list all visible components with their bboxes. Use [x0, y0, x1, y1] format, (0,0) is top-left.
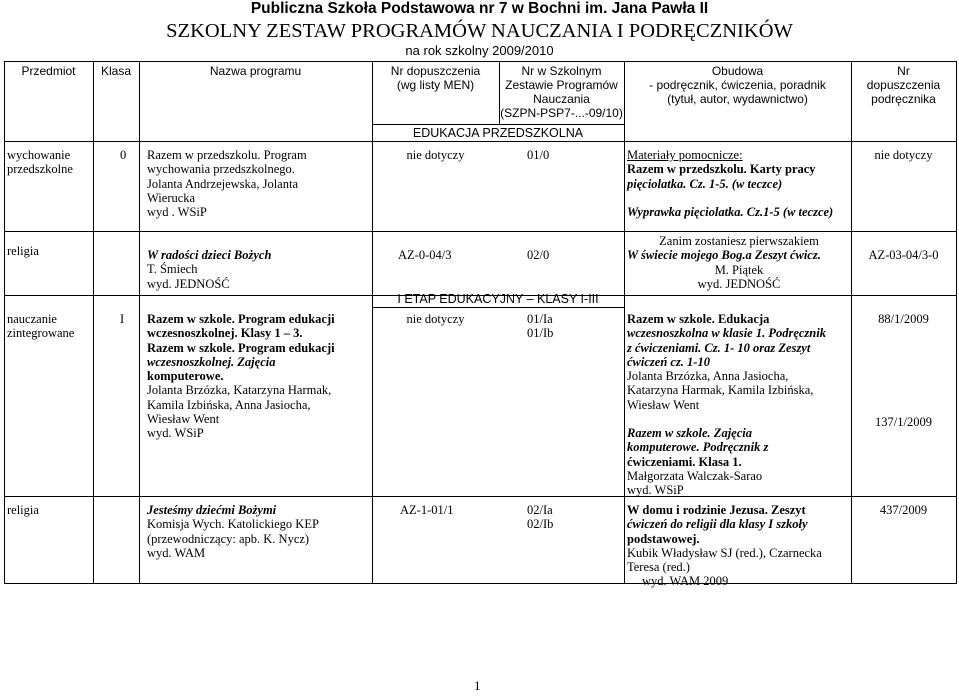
row2-subject: religia [7, 244, 39, 258]
header-line: (wg listy MEN) [396, 78, 475, 92]
row3-program [147, 312, 335, 441]
school-year: na rok szkolny 2009/2010 [405, 43, 554, 58]
cell-line: W radości dzieci Bożych [147, 248, 272, 262]
cell-line: Małgorzata Walczak-Sarao [627, 468, 763, 483]
cell-line: W domu i rodzinie Jezusa. Zeszyt [627, 503, 806, 517]
cell-line: M. Piątek [714, 262, 764, 277]
cell-line: Razem w szkole. Program edukacji [147, 340, 335, 355]
header-cover [624, 64, 851, 106]
cell-line: W świecie mojego Bog.a Zeszyt ćwicz. [627, 248, 821, 263]
cell-line: wyd. WAM [147, 545, 206, 560]
header-book-number [851, 64, 956, 106]
cell-line: przedszkolne [7, 162, 73, 177]
cell-line: Razem w szkole. Program edukacji [147, 312, 335, 326]
section-preschool: EDUKACJA PRZEDSZKOLNA [412, 126, 584, 140]
row1-class: 0 [120, 148, 127, 162]
cell-line: Teresa (red.) [627, 560, 690, 575]
cell-line: wychowania przedszkolnego. [147, 162, 295, 177]
row3-school-number [527, 312, 553, 341]
row4-cover [627, 503, 822, 589]
header-school-number [499, 64, 624, 120]
section-stage1: I ETAP EDUKACYJNY – KLASY I-III [397, 292, 599, 306]
row2-men: AZ-0-04/3 [398, 248, 452, 262]
cell-line: wyd. JEDNOŚĆ [697, 276, 781, 291]
cell-line: Jolanta Brzózka, Katarzyna Harmak, [147, 383, 332, 398]
header-line: Nr [897, 64, 910, 78]
row3-cover [627, 312, 826, 498]
header-bottom-border [4, 141, 957, 142]
table-top-border [4, 61, 957, 62]
row4-program [147, 503, 319, 560]
row4-men: AZ-1-01/1 [400, 503, 454, 517]
row1-school-number: 01/0 [527, 148, 550, 162]
header-line: (tytuł, autor, wydawnictwo) [667, 92, 808, 106]
cell-line: ćwiczeń do religii dla klasy I szkoły [627, 517, 808, 532]
cell-line: Jesteśmy dziećmi Bożymi [147, 503, 277, 517]
cell-line: T. Śmiech [147, 262, 198, 277]
row2-cover [627, 234, 851, 291]
cell-line: Razem w przedszkolu. Program [147, 148, 307, 162]
cell-line: Wiesław Went [147, 412, 220, 427]
row2-book: AZ-03-04/3-0 [868, 248, 939, 262]
cell-line: wyd. JEDNOŚĆ [147, 276, 230, 291]
cell-line: 01/Ib [527, 326, 554, 341]
cell-line: wyd. WAM 2009 [642, 574, 729, 589]
cell-line: Razem w przedszkolu. Karty pracy [627, 162, 816, 177]
cell-line: Komisja Wych. Katolickiego KEP [147, 517, 319, 532]
row2-school-number: 02/0 [527, 248, 550, 262]
header-subject: Przedmiot [21, 64, 76, 78]
cell-line: Razem w szkole. Edukacja [627, 312, 770, 326]
row-divider [4, 231, 957, 232]
header-line: Nauczania [533, 92, 590, 106]
cell-line: pięciolatka. Cz. 1-5. (w teczce) [627, 176, 783, 191]
row3-book-2: 137/1/2009 [875, 415, 932, 429]
row1-book: nie dotyczy [874, 148, 933, 162]
column-divider [93, 61, 94, 584]
header-men-number [372, 64, 499, 92]
section-divider [372, 307, 624, 308]
row3-subject [7, 312, 74, 341]
row4-subject: religia [7, 503, 39, 517]
header-line: Obudowa [711, 64, 764, 78]
cell-line: zintegrowane [7, 326, 75, 341]
row3-men: nie dotyczy [406, 312, 465, 326]
table-right-border [956, 61, 957, 584]
cell-line: Wyprawka pięciolatka. Cz.1-5 (w teczce) [627, 204, 834, 219]
cell-line: Kubik Władysław SJ (red.), Czarnecka [627, 545, 822, 560]
row4-school-number [527, 503, 553, 532]
cell-line: 02/Ib [527, 517, 554, 532]
cell-line: wczesnoszkolnej. Zajęcia [147, 354, 276, 369]
cell-line: Katarzyna Harmak, Kamila Izbińska, [627, 383, 814, 398]
header-line: Zestawie Programów [505, 78, 618, 92]
row1-cover [627, 148, 833, 219]
header-class: Klasa [100, 64, 132, 78]
cell-line: komputerowe. [147, 369, 224, 384]
header-program: Nazwa programu [209, 64, 302, 78]
cell-line: wczesnoszkolnej. Klasy 1 – 3. [147, 326, 303, 341]
row1-program [147, 148, 307, 219]
header-line: Nr dopuszczenia [390, 64, 481, 78]
column-divider [139, 61, 140, 584]
cell-line: wyd. WSiP [627, 483, 684, 498]
column-divider [624, 61, 625, 584]
cell-line: Wiesław Went [627, 397, 700, 412]
header-line: (SZPN-PSP7-...-09/10) [500, 106, 623, 120]
cell-line: wyd . WSiP [147, 205, 207, 220]
cell-line: Jolanta Andrzejewska, Jolanta [147, 176, 298, 191]
row4-book: 437/2009 [879, 503, 928, 517]
cell-line: komputerowe. Podręcznik z [627, 440, 769, 455]
cell-line: Jolanta Brzózka, Anna Jasiocha, [627, 369, 789, 384]
row1-men: nie dotyczy [406, 148, 465, 162]
document-title: SZKOLNY ZESTAW PROGRAMÓW NAUCZANIA I PODRĘCZNIKÓW [166, 20, 793, 42]
school-name: Publiczna Szkoła Podstawowa nr 7 w Bochni im. Jana Pawła II [250, 0, 709, 17]
cell-line: 01/Ia [527, 312, 553, 326]
header-line: - podręcznik, ćwiczenia, poradnik [649, 78, 826, 92]
page-number: 1 [474, 678, 481, 693]
cell-line: 02/Ia [527, 503, 553, 517]
cell-line: wyd. WSiP [147, 426, 204, 441]
header-line: dopuszczenia [866, 78, 941, 92]
cell-line: Razem w szkole. Zajęcia [627, 426, 752, 441]
header-line: Nr w Szkolnym [521, 64, 602, 78]
cell-line: Kamila Izbińska, Anna Jasiocha, [147, 397, 311, 412]
cell-line: ćwiczeń cz. 1-10 [627, 354, 710, 369]
cell-line: wczesnoszkolna w klasie 1. Podręcznik [627, 326, 826, 341]
cell-line: Zanim zostaniesz pierwszakiem [659, 234, 819, 248]
row2-program [147, 248, 271, 291]
row3-book-1: 88/1/2009 [878, 312, 929, 326]
cell-line: podstawowej. [627, 531, 700, 546]
header-line: podręcznika [871, 92, 936, 106]
cell-line: (przewodniczący: apb. K. Nycz) [147, 531, 310, 546]
cell-line: Wierucka [147, 190, 196, 205]
cell-line: Materiały pomocnicze: [627, 148, 743, 162]
cell-line: ćwiczeniami. Klasa 1. [627, 454, 742, 469]
cell-line: nauczanie [7, 312, 57, 326]
cell-line: wychowanie [7, 148, 71, 162]
cell-line: z ćwiczeniami. Cz. 1- 10 oraz Zeszyt [627, 340, 811, 355]
table-left-border [4, 61, 5, 584]
row3-class: I [120, 312, 125, 326]
row1-subject [7, 148, 73, 177]
section-divider [372, 124, 624, 125]
